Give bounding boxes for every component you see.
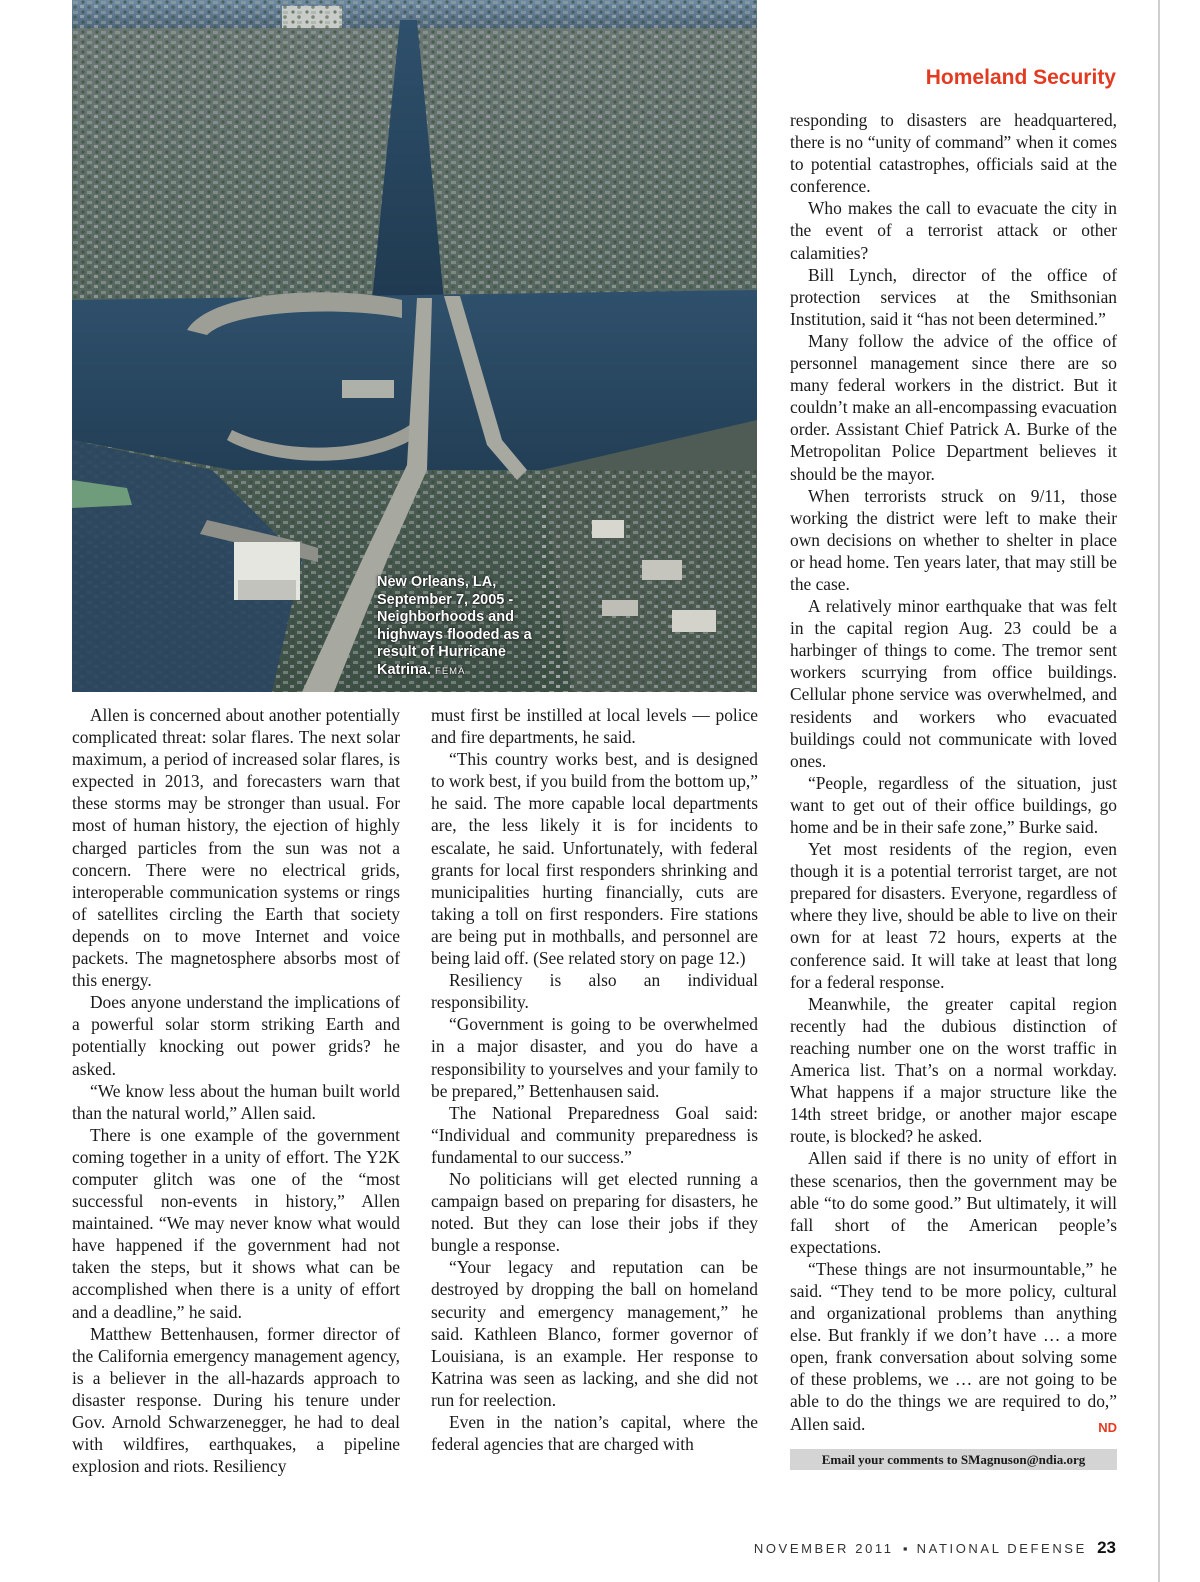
paragraph: Yet most residents of the region, even though it is a potential terrorist target, are not prepared for disasters. Everyone, regardless of where they live, should be able to live on their own for at least 72 hours, experts at the conference said. It will take at least that long for a federal response.	[790, 839, 1117, 992]
article-column-2	[431, 704, 758, 1455]
paragraph: Matthew Bettenhausen, former director of the California emergency management agency, is a believer in the all-hazards approach to disaster response. During his tenure under Gov. Arnold Schwarzenegger, he had to deal with wildfires, earthquakes, a pipeline explosion and riots. Resiliency	[72, 1323, 400, 1477]
email-link[interactable]: SMagnuson@ndia.org	[960, 1452, 1086, 1467]
paragraph: Does anyone understand the implications of a powerful solar storm striking Earth and potentially knocking out power grids? he asked.	[72, 992, 400, 1079]
paragraph: Who makes the call to evacuate the city in the event of a terrorist attack or other calamities?	[790, 198, 1117, 263]
paragraph: When terrorists struck on 9/11, those working the district were left to make their own decisions on whether to shelter in place or head home. Ten years later, that may still be the case.	[790, 485, 1117, 594]
footer-separator: ▪	[902, 1541, 908, 1556]
flood-photo	[72, 0, 757, 692]
end-mark: ND	[1098, 1419, 1117, 1435]
section-title: Homeland Security	[925, 66, 1116, 89]
final-paragraph-text: “These things are not insurmountable,” he said. “They tend to be more policy, cultural and organizational problems than anything else. But frankly if we don’t have … a more open, frank conversation about solving some of these problems, we … are not going to be able to do the things we are required to do,” Allen said.	[790, 1258, 1117, 1434]
paragraph: “This country works best, and is designed to work best, if you build from the bottom up,” he said. The more capable local departments are, the less likely it is for incidents to escalate, he said. Unfortunately, with federal grants for local first responders shrinking and municipalities hurting financially, cuts are taking a toll on first responders. Fire stations are being put in mothballs, and personnel are being laid off. (See related story on page 12.)	[431, 749, 758, 969]
paragraph: must first be instilled at local levels — police and fire departments, he said.	[431, 705, 758, 748]
paragraph: Meanwhile, the greater capital region recently had the dubious distinction of reaching number one on the worst traffic in America list. That’s on a normal workday. What happens if a major structure like the 14th street bridge, or another major escape route, is blocked? he asked.	[790, 993, 1117, 1147]
paragraph: Even in the nation’s capital, where the federal agencies that are charged with	[431, 1412, 758, 1455]
article-column-1	[72, 704, 400, 1477]
paragraph: Resiliency is also an individual responsibility.	[431, 970, 758, 1013]
paragraph: The National Preparedness Goal said: “Individual and community preparedness is fundamental to our success.”	[431, 1102, 758, 1167]
article-column-3	[790, 109, 1117, 1439]
page-number: 23	[1097, 1538, 1116, 1557]
page-edge-line	[1158, 0, 1160, 1582]
paragraph: “Government is going to be overwhelmed in a major disaster, and you do have a responsibility to yourselves and your family to be prepared,” Bettenhausen said.	[431, 1014, 758, 1101]
paragraph: No politicians will get elected running a campaign based on preparing for disasters, he noted. But they can lose their jobs if they bungle a response.	[431, 1168, 758, 1256]
paragraph: Allen said if there is no unity of effort in these scenarios, then the government may be able “to do some good.” But ultimately, it will fall short of the American people’s expectations.	[790, 1148, 1117, 1257]
photo-credit: FEMA	[435, 665, 466, 677]
paragraph: There is one example of the government coming together in a unity of effort. The Y2K computer glitch was one of the “most successful non-events in history,” Allen maintained. “We may never know what would have happened if the government had not taken the steps, but it shows what can be accomplished when there is a unity of effort and a deadline,” he said.	[72, 1124, 400, 1322]
paragraph: “Your legacy and reputation can be destroyed by dropping the ball on homeland security and emergency management,” he said. Kathleen Blanco, former governor of Louisiana, is an example. Her response to Katrina was seen as lacking, and she did not run for reelection.	[431, 1257, 758, 1410]
paragraph: “We know less about the human built world than the natural world,” Allen said.	[72, 1080, 400, 1123]
email-comment-box	[790, 1449, 1117, 1470]
paragraph-final	[790, 1258, 1117, 1435]
paragraph: “People, regardless of the situation, just want to get out of their office buildings, go home and be in their safe zone,” Burke said.	[790, 772, 1117, 837]
caption-text: New Orleans, LA, September 7, 2005 - Neighborhoods and highways flooded as a result of Hurricane Katrina.	[377, 574, 532, 678]
paragraph: Many follow the advice of the office of personnel management since there are so many federal workers in the district. But it couldn’t make an all-encompassing evacuation order. Assistant Chief Patrick A. Burke of the Metropolitan Police Department believes it should be the mayor.	[790, 330, 1117, 484]
paragraph: Allen is concerned about another potentially complicated threat: solar flares. The next solar maximum, a period of increased solar flares, is expected in 2013, and forecasters warn that these storms may be stronger than usual. For most of human history, the ejection of highly charged particles from the sun was not a concern. There were no electrical grids, interoperable communication systems or rings of satellites circling the Earth that society depends on to move Internet and voice packets. The magnetosphere absorbs most of this energy.	[72, 705, 400, 991]
paragraph: responding to disasters are headquartered, there is no “unity of command” when it comes to potential catastrophes, officials said at the conference.	[790, 110, 1117, 197]
paragraph: Bill Lynch, director of the office of protection services at the Smithsonian Institution, said it “has not been determined.”	[790, 264, 1117, 329]
page-footer	[754, 1538, 1116, 1558]
publication-name: NATIONAL DEFENSE	[916, 1541, 1087, 1556]
photo-caption	[377, 574, 547, 680]
email-prefix: Email your comments to	[821, 1452, 958, 1467]
paragraph: A relatively minor earthquake that was felt in the capital region Aug. 23 could be a harbinger of things to come. The tremor sent workers scurrying from office buildings. Cellular phone service was overwhelmed, and residents and workers who evacuated buildings could not communicate with loved ones.	[790, 596, 1117, 771]
issue-date: NOVEMBER 2011	[753, 1541, 894, 1556]
